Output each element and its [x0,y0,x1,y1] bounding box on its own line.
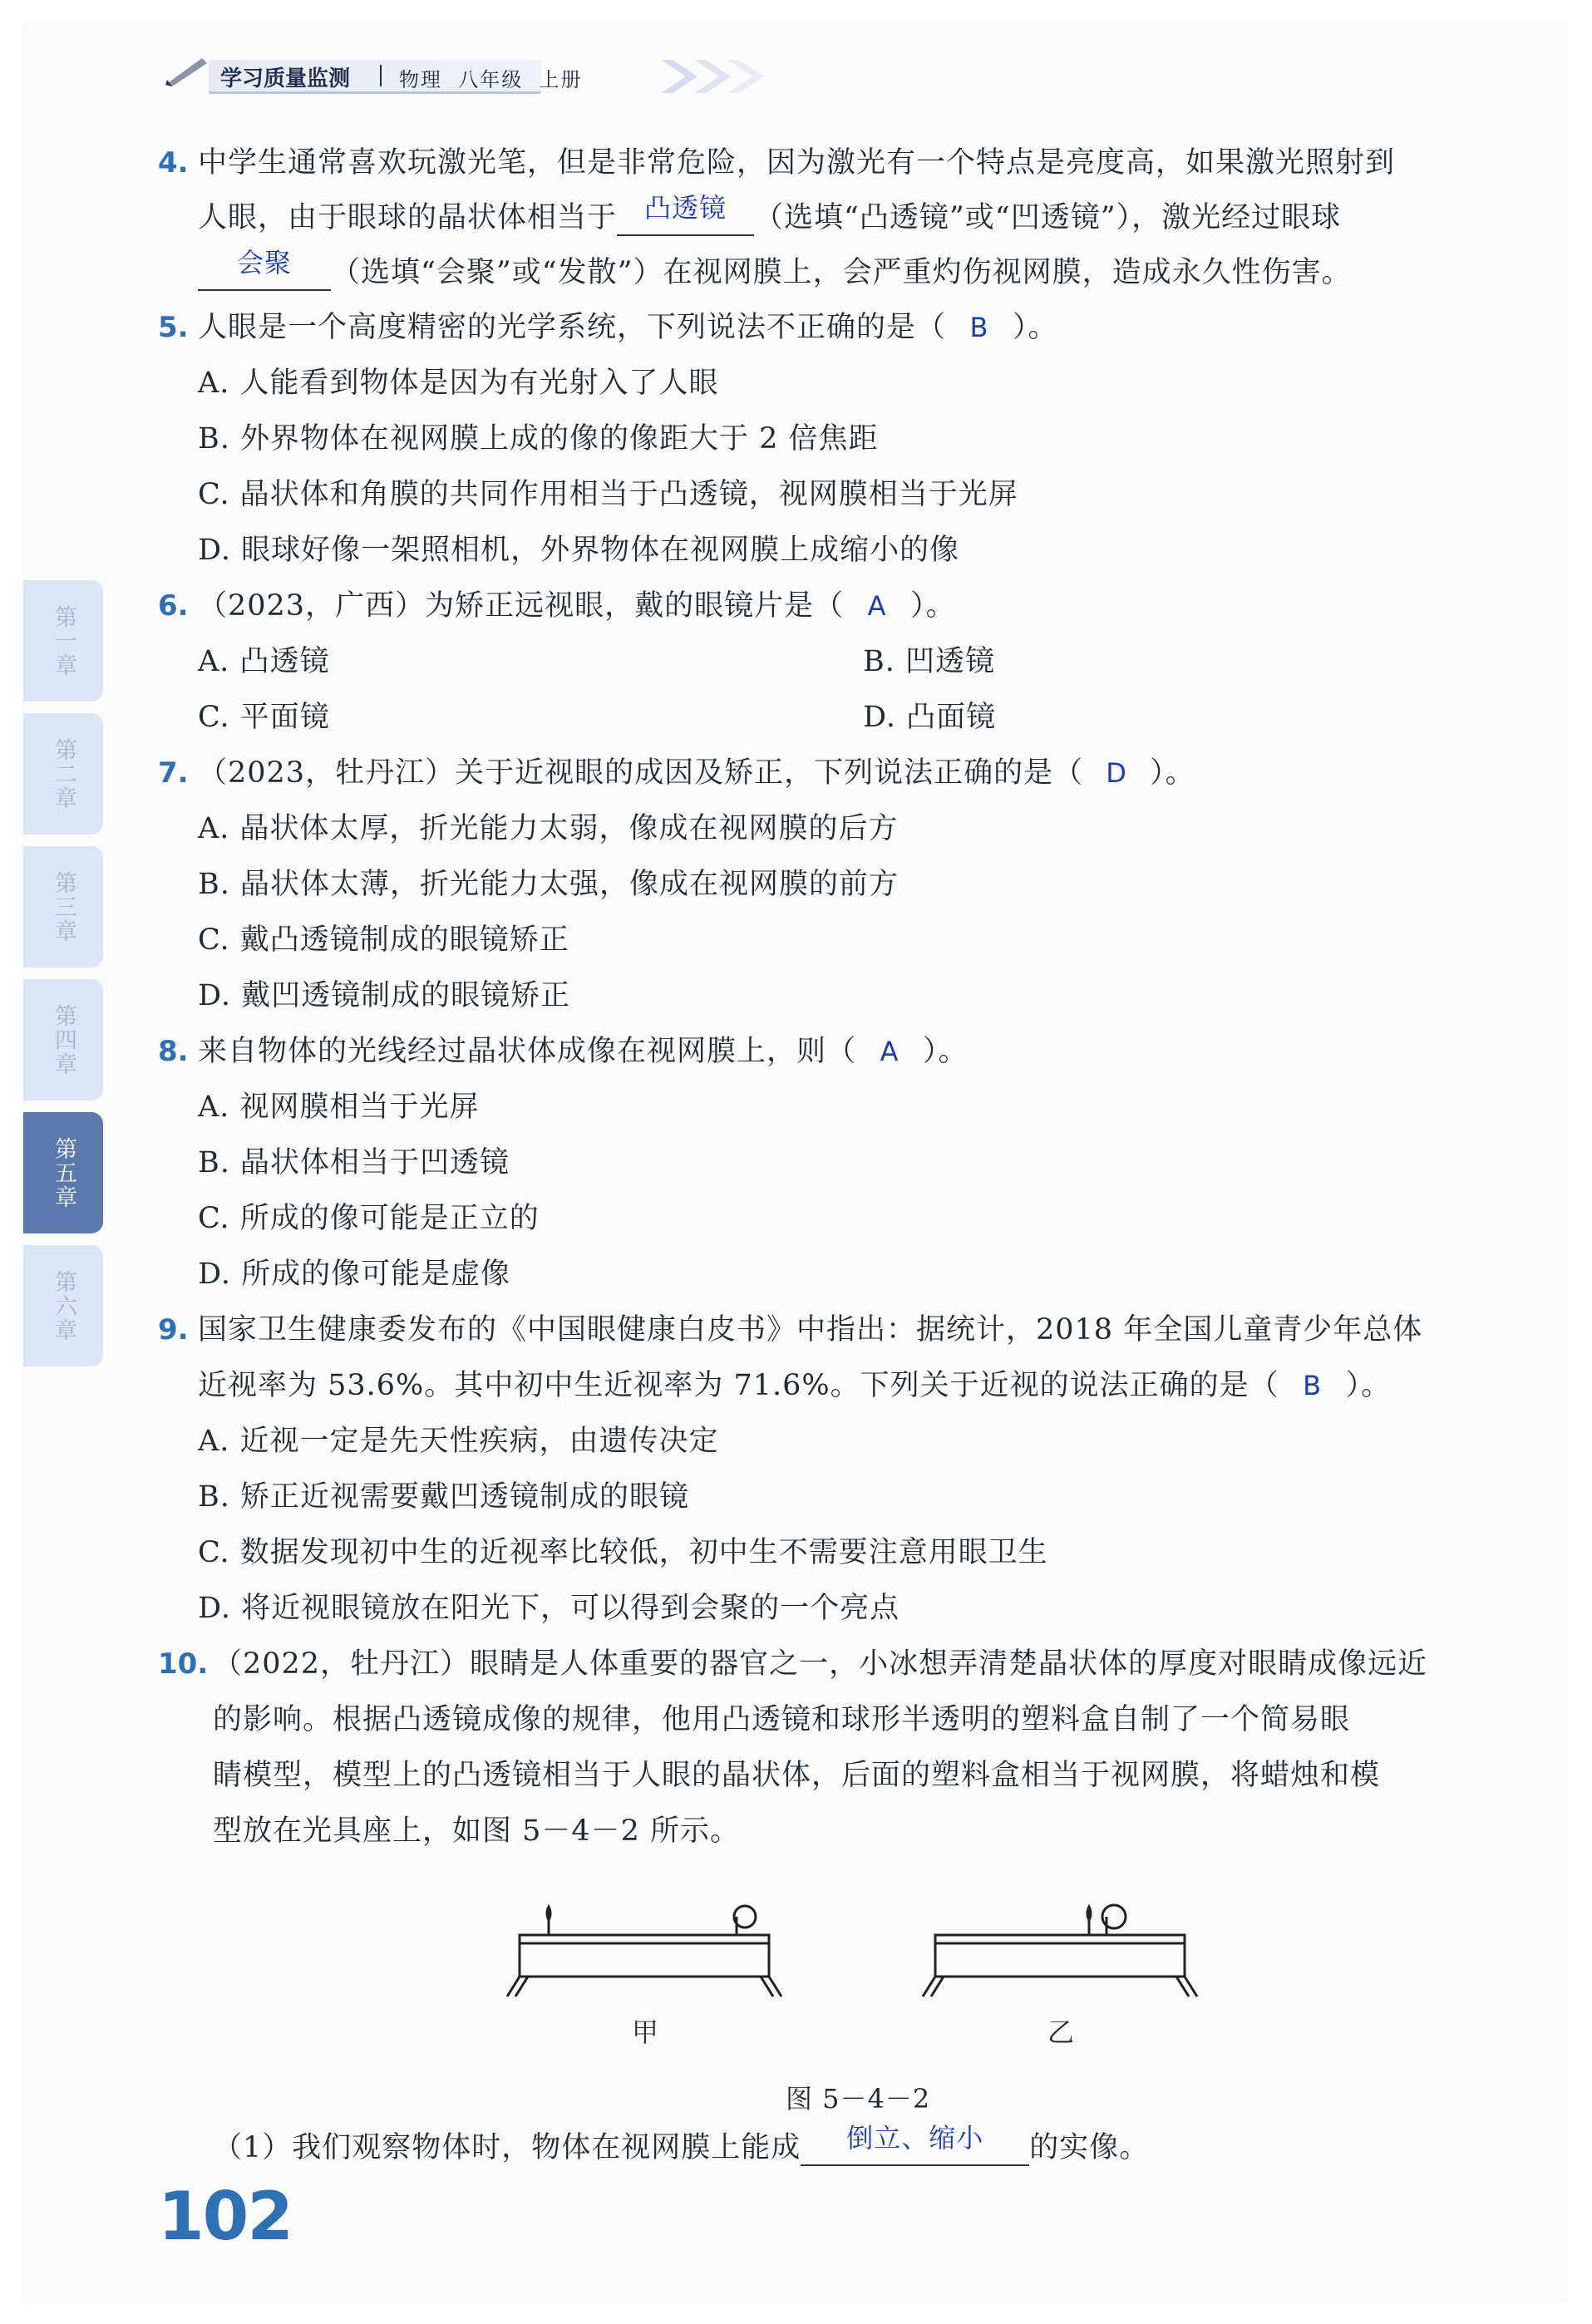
figure-caption: 图 5－4－2 [786,2083,931,2115]
q4-line3-text: （选填“会聚”或“发散”）在视网膜上，会严重灼伤视网膜，造成永久性伤害。 [331,256,1352,289]
header-volume: 上册 [539,68,583,91]
question-number: 5. [158,311,189,344]
q6-option-c: C. 平面镜 [198,701,330,734]
page-header [162,52,761,101]
q8-stem-text: 来自物体的光线经过晶状体成像在视网膜上，则（ [198,1035,857,1068]
q9-line2-text: 近视率为 53.6%。其中初中生近视率为 71.6%。下列关于近视的说法正确的是（ [198,1369,1279,1402]
q10-sub1-blank [801,2122,1029,2166]
q8-option-b: B. 晶状体相当于凹透镜 [198,1146,510,1179]
chevrons-decoration-icon [661,57,777,96]
q10-sub1 [213,2122,1150,2166]
q6-stem-text: （2023，广西）为矫正远视眼，戴的眼镜片是（ [198,589,845,623]
q9-line2 [198,1367,1391,1404]
q6-option-b: B. 凹透镜 [863,645,995,678]
question-number: 8. [158,1035,189,1068]
header-separator [380,65,382,86]
q6-stem-end: ）。 [910,589,956,623]
chapter-tab-2[interactable]: 第二章 [23,713,103,835]
q8-stem [198,1033,969,1070]
q8-option-a: A. 视网膜相当于光屏 [198,1091,480,1124]
q4-blank-1 [617,192,754,236]
q8-answer: A [880,1036,900,1067]
q9-option-a: A. 近视一定是先天性疾病，由遗传决定 [198,1425,719,1458]
q7-stem-text: （2023，牡丹江）关于近视眼的成因及矫正，下列说法正确的是（ [198,756,1084,790]
q7-option-b: B. 晶状体太薄，折光能力太强，像成在视网膜的前方 [198,868,899,901]
q9-line1: 国家卫生健康委发布的《中国眼健康白皮书》中指出：据统计，2018 年全国儿童青少年总体 [198,1313,1423,1347]
q9-stem-end: ）。 [1345,1369,1392,1402]
q5-stem-end: ）。 [1013,311,1058,344]
q5-option-a: A. 人能看到物体是因为有光射入了人眼 [198,367,719,400]
q10-line1: （2022，牡丹江）眼睛是人体重要的器官之一，小冰想弄清楚晶状体的厚度对眼睛成像远近 [213,1647,1428,1681]
q7-stem-end: ）。 [1150,756,1195,790]
q10-line4: 型放在光具座上，如图 5－4－2 所示。 [213,1814,741,1848]
q7-option-c: C. 戴凸透镜制成的眼镜矫正 [198,923,569,957]
q4-line1: 中学生通常喜欢玩激光笔，但是非常危险，因为激光有一个特点是亮度高，如果激光照射到 [198,146,1396,180]
bench-right [923,1905,1197,1997]
question-number: 9. [158,1313,189,1347]
pen-icon [162,55,212,88]
chapter-tab-5-active[interactable]: 第五章 [23,1112,103,1233]
q9-answer: B [1303,1370,1323,1401]
question-number: 4. [158,146,189,180]
q4-line2 [198,192,1342,236]
q9-option-c: C. 数据发现初中生的近视率比较低，初中生不需要注意用眼卫生 [198,1536,1048,1569]
figure-label-left: 甲 [632,2016,659,2048]
header-grade: 八年级 [458,68,524,91]
q10-sub1-text: （1）我们观察物体时，物体在视网膜上能成 [213,2131,801,2164]
optical-bench-diagram [490,1887,1239,2036]
q8-option-d: D. 所成的像可能是虚像 [198,1258,511,1291]
q10-line2: 的影响。根据凸透镜成像的规律，他用凸透镜和球形半透明的塑料盒自制了一个简易眼 [213,1703,1351,1736]
q6-option-a: A. 凸透镜 [198,645,330,678]
q4-blank-2-answer: 会聚 [236,247,292,278]
figure-label-right: 乙 [1047,2016,1075,2048]
q4-line2-text-b: （选填“凸透镜”或“凹透镜”），激光经过眼球 [754,201,1342,234]
q10-sub1-text-end: 的实像。 [1029,2131,1150,2164]
chapter-tab-4[interactable]: 第四章 [23,979,103,1100]
q4-blank-2 [198,247,331,291]
header-brand: 学习质量监测 [220,66,351,91]
q6-answer: A [867,590,887,622]
chapter-tab-3[interactable]: 第三章 [23,846,103,968]
optical-bench-figure [490,1887,1239,2086]
q9-option-d: D. 将近视眼镜放在阳光下，可以得到会聚的一个亮点 [198,1592,900,1625]
q5-stem [198,309,1058,346]
page-number: 102 [158,2178,292,2255]
q4-line2-text: 人眼，由于眼球的晶状体相当于 [198,201,618,234]
q5-stem-text: 人眼是一个高度精密的光学系统，下列说法不正确的是（ [198,311,947,344]
q8-stem-end: ）。 [923,1035,969,1068]
q4-blank-1-answer: 凸透镜 [644,192,727,224]
chapter-tab-1[interactable]: 第一章 [23,580,103,702]
header-subject [399,63,583,92]
q5-answer: B [969,312,989,343]
q5-option-d: D. 眼球好像一架照相机，外界物体在视网膜上成缩小的像 [198,534,960,567]
q8-option-c: C. 所成的像可能是正立的 [198,1202,540,1235]
question-number: 6. [158,589,189,623]
q10-line3: 睛模型，模型上的凸透镜相当于人眼的晶状体，后面的塑料盒相当于视网膜，将蜡烛和模 [213,1759,1381,1792]
question-number: 7. [158,756,189,790]
bench-left [507,1906,781,1997]
q7-option-d: D. 戴凹透镜制成的眼镜矫正 [198,979,571,1012]
q6-stem [198,588,956,624]
q5-option-c: C. 晶状体和角膜的共同作用相当于凸透镜，视网膜相当于光屏 [198,478,1018,511]
q9-option-b: B. 矫正近视需要戴凹透镜制成的眼镜 [198,1480,689,1514]
header-subject-name: 物理 [399,68,442,91]
q5-option-b: B. 外界物体在视网膜上成的像的像距大于 2 倍焦距 [198,422,879,455]
question-number: 10. [158,1647,209,1681]
q7-stem [198,755,1195,791]
q10-sub1-answer: 倒立、缩小 [846,2122,984,2154]
q6-option-d: D. 凸面镜 [863,701,997,734]
q4-line3 [198,247,1352,291]
q7-option-a: A. 晶状体太厚，折光能力太弱，像成在视网膜的后方 [198,812,899,845]
chapter-tab-6[interactable]: 第六章 [23,1245,103,1366]
q7-answer: D [1106,757,1127,789]
